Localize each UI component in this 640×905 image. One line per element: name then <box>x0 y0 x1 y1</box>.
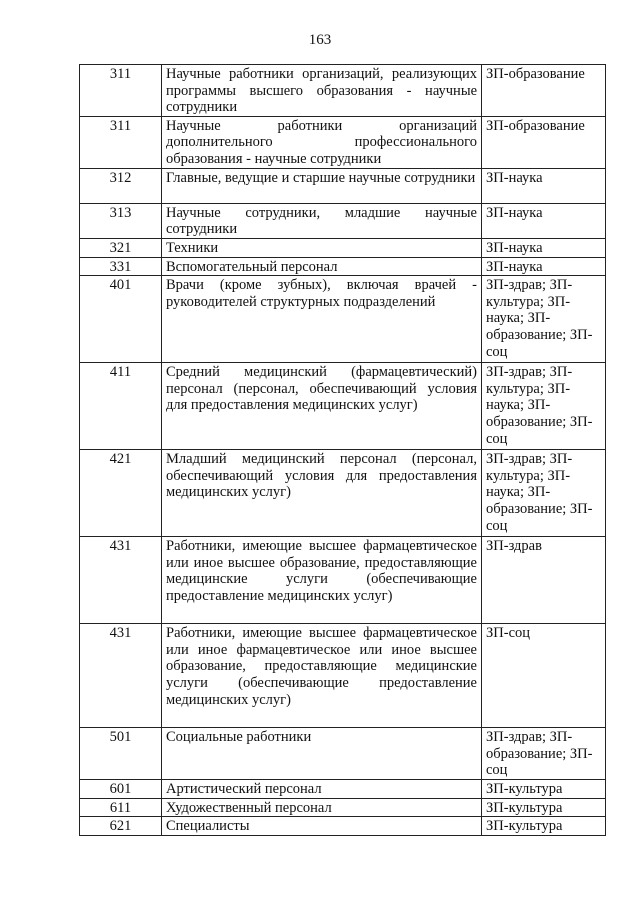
row-reference: ЗП-соц <box>482 624 606 728</box>
table-row <box>80 624 606 728</box>
row-category-name: Младший медицинский персонал (персонал, обеспечивающий условия для предоставления медицинских услуг) <box>162 450 482 537</box>
staff-category-table <box>79 64 606 836</box>
row-reference: ЗП-здрав; ЗП-культура; ЗП-наука; ЗП-образование; ЗП-соц <box>482 363 606 450</box>
row-reference: ЗП-образование <box>482 116 606 168</box>
row-reference: ЗП-наука <box>482 257 606 276</box>
row-category-name: Научные работники организаций, реализующих программы высшего образования - научные сотрудники <box>162 65 482 117</box>
row-reference: ЗП-наука <box>482 168 606 203</box>
row-code: 431 <box>80 537 162 624</box>
table-row <box>80 238 606 257</box>
row-code: 501 <box>80 728 162 780</box>
table-row <box>80 537 606 624</box>
row-category-name: Социальные работники <box>162 728 482 780</box>
row-code: 313 <box>80 203 162 238</box>
table-row <box>80 257 606 276</box>
row-reference: ЗП-культура <box>482 798 606 817</box>
row-reference: ЗП-здрав; ЗП-образование; ЗП-соц <box>482 728 606 780</box>
row-reference: ЗП-культура <box>482 780 606 799</box>
row-reference: ЗП-наука <box>482 203 606 238</box>
row-category-name: Художественный персонал <box>162 798 482 817</box>
row-category-name: Врачи (кроме зубных), включая врачей - руководителей структурных подразделений <box>162 276 482 363</box>
row-reference: ЗП-образование <box>482 65 606 117</box>
table-row <box>80 276 606 363</box>
row-reference: ЗП-здрав; ЗП-культура; ЗП-наука; ЗП-образование; ЗП-соц <box>482 450 606 537</box>
row-code: 321 <box>80 238 162 257</box>
row-code: 421 <box>80 450 162 537</box>
row-reference: ЗП-культура <box>482 817 606 836</box>
row-category-name: Работники, имеющие высшее фармацевтическое или иное высшее образование, предоставляющие медицинские услуги (обеспечивающие предоставление медицинских услуг) <box>162 537 482 624</box>
row-category-name: Научные работники организаций дополнительного профессионального образования - научные сотрудники <box>162 116 482 168</box>
row-code: 431 <box>80 624 162 728</box>
table-row <box>80 363 606 450</box>
table-row <box>80 728 606 780</box>
row-code: 311 <box>80 116 162 168</box>
row-category-name: Техники <box>162 238 482 257</box>
row-reference: ЗП-здрав; ЗП-культура; ЗП-наука; ЗП-образование; ЗП-соц <box>482 276 606 363</box>
table-row <box>80 203 606 238</box>
table-row <box>80 817 606 836</box>
row-reference: ЗП-здрав <box>482 537 606 624</box>
row-category-name: Средний медицинский (фармацевтический) персонал (персонал, обеспечивающий условия для предоставления медицинских услуг) <box>162 363 482 450</box>
row-category-name: Специалисты <box>162 817 482 836</box>
table-row <box>80 450 606 537</box>
table-row <box>80 168 606 203</box>
row-reference: ЗП-наука <box>482 238 606 257</box>
table-row <box>80 116 606 168</box>
row-category-name: Работники, имеющие высшее фармацевтическое или иное фармацевтическое или иное высшее образование, предоставляющие медицинские услуги (обеспечивающие предоставление медицинских услуг) <box>162 624 482 728</box>
row-code: 312 <box>80 168 162 203</box>
row-code: 601 <box>80 780 162 799</box>
row-code: 311 <box>80 65 162 117</box>
page-number: 163 <box>308 32 332 48</box>
row-code: 401 <box>80 276 162 363</box>
row-code: 331 <box>80 257 162 276</box>
row-category-name: Научные сотрудники, младшие научные сотрудники <box>162 203 482 238</box>
row-category-name: Главные, ведущие и старшие научные сотрудники <box>162 168 482 203</box>
table-row <box>80 65 606 117</box>
row-code: 621 <box>80 817 162 836</box>
row-category-name: Вспомогательный персонал <box>162 257 482 276</box>
row-category-name: Артистический персонал <box>162 780 482 799</box>
row-code: 611 <box>80 798 162 817</box>
table-row <box>80 798 606 817</box>
table-row <box>80 780 606 799</box>
row-code: 411 <box>80 363 162 450</box>
